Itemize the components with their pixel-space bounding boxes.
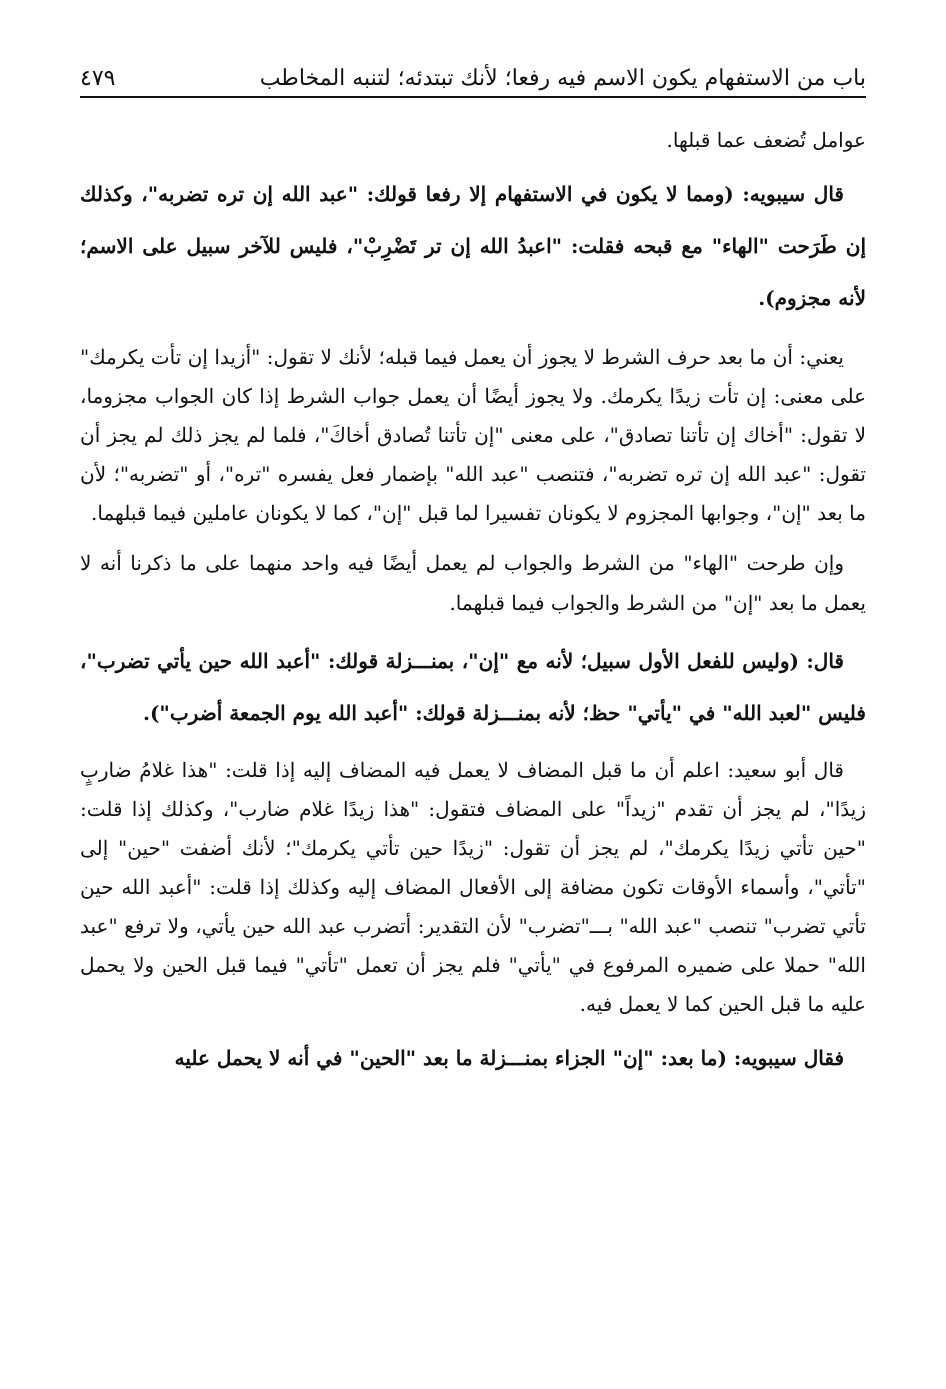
paragraph-commentary-2: وإن طرحت "الهاء" من الشرط والجواب لم يعمل أيضًا فيه واحد منهما على ما ذكرنا أنه لا يعمل ما بعد "إن" من الشرط والجواب فيما قبلهما. xyxy=(80,551,866,615)
body-text xyxy=(80,120,866,1084)
page-number: ٤٧٩ xyxy=(80,66,116,91)
paragraph-sibawayh-quote-2: قال: (وليس للفعل الأول سبيل؛ لأنه مع "إن"، بمنـــزلة قولك: "أعبد الله حين يأتي تضرب"، فليس "لعبد الله" في "يأتي" حظ؛ لأنه بمنـــزلة قولك: "أعبد الله يوم الجمعة أضرب"). xyxy=(80,649,866,725)
paragraph-sibawayh-quote-1: قال سيبويه: (ومما لا يكون في الاستفهام إلا رفعا قولك: "عبد الله إن تره تضربه"، وكذلك إن طَرَحت "الهاء" مع قبحه فقلت: "اعبدُ الله إن تر تَضْرِبْ"، فليس للآخر سبيل على الاسم؛ لأنه مجزوم). xyxy=(80,182,866,310)
running-header xyxy=(80,56,866,98)
running-title: باب من الاستفهام يكون الاسم فيه رفعا؛ لأنك تبتدئه؛ لتنبه المخاطب xyxy=(259,66,866,91)
paragraph-abu-said: قال أبو سعيد: اعلم أن ما قبل المضاف لا يعمل فيه المضاف إليه إذا قلت: "هذا غلامُ ضاربٍ زيدًا"، لم يجز أن تقدم "زيداً" على المضاف فتقول: "هذا زيدًا غلام ضارب"، وكذلك إذا قلت: "حين تأتي زيدًا يكرمك"، لم يجز أن تقول: "زيدًا حين تأتي يكرمك"؛ لأنك أضفت "حين" إلى "تأتي"، وأسماء الأوقات تكون مضافة إلى الأفعال المضاف إليه وكذلك إذا قلت: "أعبد الله حين تأتي تضرب" تنصب "عبد الله" بـــ"تضرب" لأن التقدير: أتضرب عبد الله حين يأتي، ولا ترفع "عبد الله" حملا على ضميره المرفوع في "يأتي" فلم يجز أن تعمل "تأتي" فيما قبل الحين ولا يحمل عليه ما قبل الحين كما لا يعمل فيه. xyxy=(80,758,866,1016)
paragraph-intro: عوامل تُضعف عما قبلها. xyxy=(666,128,866,152)
paragraph-commentary-1: يعني: أن ما بعد حرف الشرط لا يجوز أن يعمل فيما قبله؛ لأنك لا تقول: "أزيدا إن تأت يكرمك" على معنى: إن تأت زيدًا يكرمك. ولا يجوز أيضًا أن يعمل جواب الشرط إذا كان الجواب مجزوما، لا تقول: "أخاك إن تأتنا تصادق"، على معنى "إن تأتنا تُصادق أخاكَ"، فلما لم يجز ذلك لم يجز أن تقول: "عبد الله إن تره تضربه"، فتنصب "عبد الله" بإضمار فعل يفسره "تره"، أو "تضربه"؛ لأن ما بعد "إن"، وجوابها المجزوم لا يكونان تفسيرا لما قبل "إن"، كما لا يكونان عاملين فيما قبلهما. xyxy=(80,345,866,525)
paragraph-sibawayh-quote-3: فقال سيبويه: (ما بعد: "إن" الجزاء بمنـــزلة ما بعد "الحين" في أنه لا يحمل عليه xyxy=(174,1046,844,1070)
